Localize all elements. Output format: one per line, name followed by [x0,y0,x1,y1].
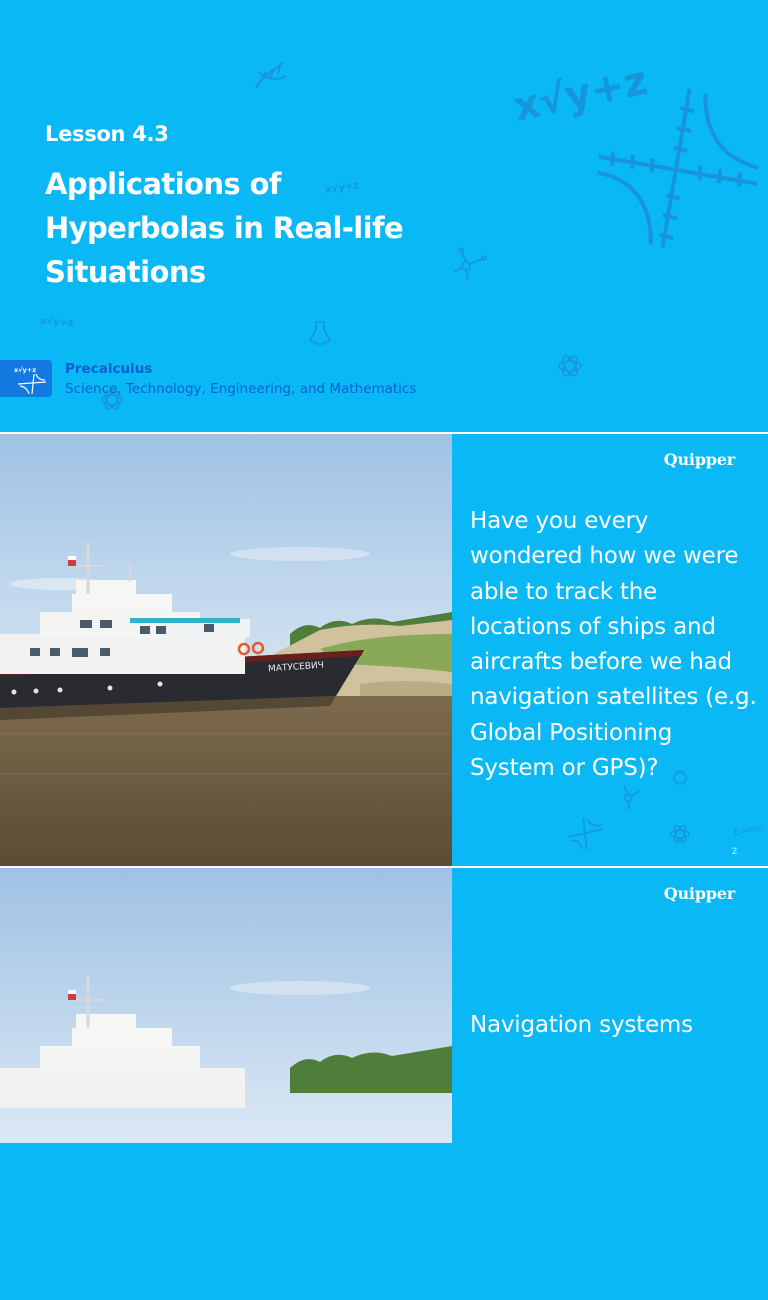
atom-icon [674,772,686,784]
flask-icon [310,322,330,344]
quipper-logo: Quipper [663,450,735,469]
formula-icon: x√y+z [324,180,360,196]
ship-photo [0,868,452,1300]
content-slide-3 [0,868,768,1300]
dna-icon [256,62,286,88]
ship-photo [0,434,452,866]
course-strand: Science, Technology, Engineering, and Mathematics [65,381,417,397]
formula-icon: x√y+z [39,315,75,329]
lesson-title-line: Applications of [45,167,281,201]
content-slide-2 [0,434,768,866]
ship-name: МАТУСЕВИЧ [267,660,325,675]
lesson-number: Lesson 4.3 [45,122,169,146]
slide-body-text: Navigation systems [470,1012,693,1038]
formula-icon: x√y+z [509,57,652,131]
svg-text:x√y+z: x√y+z [14,366,36,374]
emc2-icon: E=mc² [733,823,766,839]
course-name: Precalculus [65,361,153,377]
atom-icon [671,824,689,844]
panel-decorations [452,434,768,866]
quipper-logo: Quipper [663,884,735,903]
molecule-icon [624,786,640,810]
text-panel [452,434,768,866]
slide-question-text: Have you every wondered how we were able to track the locations of ships and aircrafts before we had navigation satellites (e.g. Global Positioning System or GPS)? [470,508,757,782]
lesson-title-line: Hyperbolas in Real-life [45,211,404,245]
course-badge [0,360,52,397]
page-number: 2 [731,846,737,856]
lesson-title-line: Situations [45,255,206,289]
axes-icon [565,815,606,853]
atom-icon [559,354,581,378]
molecule-icon [454,248,486,280]
text-panel [452,868,768,1300]
course-badge-icon [0,360,52,397]
lesson-title [45,162,445,294]
title-slide [0,0,768,432]
